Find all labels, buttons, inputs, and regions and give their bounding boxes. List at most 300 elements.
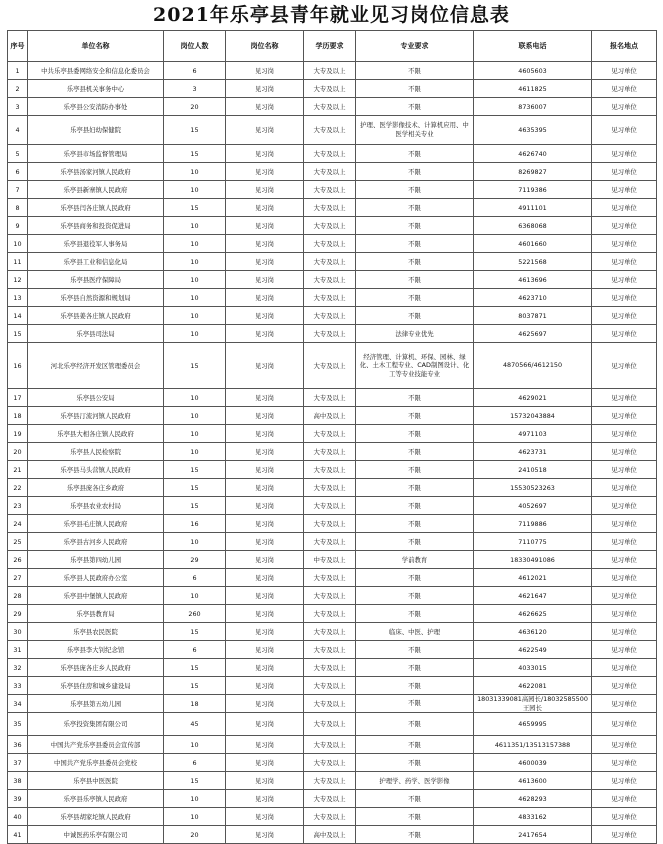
cell-unit-name: 乐亭县毛庄镇人民政府 bbox=[28, 515, 164, 533]
cell-education: 大专及以上 bbox=[304, 736, 356, 754]
cell-position-name: 见习岗 bbox=[226, 98, 304, 116]
cell-unit-name: 乐亭县人民政府办公室 bbox=[28, 569, 164, 587]
cell-index: 25 bbox=[8, 533, 28, 551]
cell-major: 不限 bbox=[356, 569, 474, 587]
cell-unit-name: 乐亭县李大钊纪念馆 bbox=[28, 641, 164, 659]
cell-major: 不限 bbox=[356, 407, 474, 425]
cell-position-name: 见习岗 bbox=[226, 605, 304, 623]
cell-position-name: 见习岗 bbox=[226, 145, 304, 163]
table-row bbox=[8, 641, 657, 659]
cell-location: 见习单位 bbox=[592, 695, 657, 713]
cell-index: 34 bbox=[8, 695, 28, 713]
table-row bbox=[8, 253, 657, 271]
cell-index: 35 bbox=[8, 713, 28, 736]
cell-phone: 4911101 bbox=[474, 199, 592, 217]
cell-position-name: 见习岗 bbox=[226, 307, 304, 325]
cell-unit-name: 乐亭县自然资源和规划局 bbox=[28, 289, 164, 307]
cell-position-name: 见习岗 bbox=[226, 551, 304, 569]
cell-position-name: 见习岗 bbox=[226, 62, 304, 80]
cell-position-name: 见习岗 bbox=[226, 181, 304, 199]
cell-phone: 4971103 bbox=[474, 425, 592, 443]
cell-phone: 4623710 bbox=[474, 289, 592, 307]
cell-unit-name: 河北乐亭经济开发区管理委员会 bbox=[28, 343, 164, 389]
table-row bbox=[8, 98, 657, 116]
cell-position-name: 见习岗 bbox=[226, 754, 304, 772]
cell-position-name: 见习岗 bbox=[226, 479, 304, 497]
cell-education: 大专及以上 bbox=[304, 145, 356, 163]
cell-location: 见习单位 bbox=[592, 587, 657, 605]
cell-index: 8 bbox=[8, 199, 28, 217]
cell-index: 1 bbox=[8, 62, 28, 80]
cell-index: 9 bbox=[8, 217, 28, 235]
cell-phone: 7119886 bbox=[474, 515, 592, 533]
table-row bbox=[8, 325, 657, 343]
cell-headcount: 10 bbox=[164, 808, 226, 826]
cell-position-name: 见习岗 bbox=[226, 425, 304, 443]
table-row bbox=[8, 826, 657, 844]
cell-headcount: 10 bbox=[164, 425, 226, 443]
table-row bbox=[8, 343, 657, 389]
cell-major: 不限 bbox=[356, 389, 474, 407]
cell-location: 见习单位 bbox=[592, 641, 657, 659]
cell-unit-name: 乐亭县姜各庄镇人民政府 bbox=[28, 307, 164, 325]
cell-education: 大专及以上 bbox=[304, 677, 356, 695]
cell-unit-name: 乐亭县汤家河镇人民政府 bbox=[28, 163, 164, 181]
table-row bbox=[8, 695, 657, 713]
cell-phone: 8037871 bbox=[474, 307, 592, 325]
cell-major: 不限 bbox=[356, 163, 474, 181]
cell-major: 不限 bbox=[356, 98, 474, 116]
cell-headcount: 10 bbox=[164, 181, 226, 199]
cell-phone: 4033015 bbox=[474, 659, 592, 677]
cell-position-name: 见习岗 bbox=[226, 497, 304, 515]
cell-location: 见习单位 bbox=[592, 479, 657, 497]
cell-phone: 18330491086 bbox=[474, 551, 592, 569]
cell-education: 大专及以上 bbox=[304, 289, 356, 307]
cell-location: 见习单位 bbox=[592, 605, 657, 623]
cell-index: 6 bbox=[8, 163, 28, 181]
cell-major: 护理、医学影像技术、计算机应用、中医学相关专业 bbox=[356, 116, 474, 145]
cell-unit-name: 乐亭投资集团有限公司 bbox=[28, 713, 164, 736]
cell-location: 见习单位 bbox=[592, 116, 657, 145]
cell-index: 39 bbox=[8, 790, 28, 808]
cell-position-name: 见习岗 bbox=[226, 623, 304, 641]
cell-phone: 4622081 bbox=[474, 677, 592, 695]
cell-phone: 4659995 bbox=[474, 713, 592, 736]
cell-phone: 4625697 bbox=[474, 325, 592, 343]
cell-location: 见习单位 bbox=[592, 343, 657, 389]
cell-headcount: 15 bbox=[164, 772, 226, 790]
cell-phone: 4623731 bbox=[474, 443, 592, 461]
cell-position-name: 见习岗 bbox=[226, 790, 304, 808]
cell-location: 见习单位 bbox=[592, 772, 657, 790]
cell-position-name: 见习岗 bbox=[226, 695, 304, 713]
cell-education: 大专及以上 bbox=[304, 425, 356, 443]
cell-headcount: 18 bbox=[164, 695, 226, 713]
cell-major: 不限 bbox=[356, 253, 474, 271]
table-row bbox=[8, 659, 657, 677]
table-row bbox=[8, 289, 657, 307]
cell-major: 学前教育 bbox=[356, 551, 474, 569]
cell-location: 见习单位 bbox=[592, 289, 657, 307]
cell-location: 见习单位 bbox=[592, 551, 657, 569]
cell-education: 大专及以上 bbox=[304, 181, 356, 199]
cell-major: 护理学、药学、医学影像 bbox=[356, 772, 474, 790]
cell-education: 大专及以上 bbox=[304, 808, 356, 826]
cell-major: 不限 bbox=[356, 605, 474, 623]
cell-index: 29 bbox=[8, 605, 28, 623]
cell-phone: 15530523263 bbox=[474, 479, 592, 497]
cell-index: 2 bbox=[8, 80, 28, 98]
cell-headcount: 15 bbox=[164, 659, 226, 677]
cell-major: 不限 bbox=[356, 713, 474, 736]
cell-position-name: 见习岗 bbox=[226, 808, 304, 826]
cell-education: 大专及以上 bbox=[304, 443, 356, 461]
cell-unit-name: 乐亭县公安局 bbox=[28, 389, 164, 407]
cell-education: 大专及以上 bbox=[304, 659, 356, 677]
cell-headcount: 10 bbox=[164, 271, 226, 289]
cell-unit-name: 乐亭县庞各庄乡人民政府 bbox=[28, 659, 164, 677]
table-row bbox=[8, 181, 657, 199]
cell-position-name: 见习岗 bbox=[226, 289, 304, 307]
cell-education: 大专及以上 bbox=[304, 307, 356, 325]
cell-unit-name: 乐亭县马头营镇人民政府 bbox=[28, 461, 164, 479]
cell-location: 见习单位 bbox=[592, 217, 657, 235]
cell-index: 23 bbox=[8, 497, 28, 515]
cell-unit-name: 乐亭县机关事务中心 bbox=[28, 80, 164, 98]
cell-position-name: 见习岗 bbox=[226, 713, 304, 736]
cell-education: 大专及以上 bbox=[304, 271, 356, 289]
table-row bbox=[8, 235, 657, 253]
cell-major: 不限 bbox=[356, 641, 474, 659]
cell-major: 不限 bbox=[356, 479, 474, 497]
cell-education: 大专及以上 bbox=[304, 235, 356, 253]
cell-unit-name: 乐亭县司法局 bbox=[28, 325, 164, 343]
cell-index: 33 bbox=[8, 677, 28, 695]
table-row bbox=[8, 497, 657, 515]
cell-location: 见习单位 bbox=[592, 389, 657, 407]
cell-headcount: 10 bbox=[164, 253, 226, 271]
cell-index: 24 bbox=[8, 515, 28, 533]
cell-location: 见习单位 bbox=[592, 461, 657, 479]
table-row bbox=[8, 605, 657, 623]
cell-location: 见习单位 bbox=[592, 80, 657, 98]
cell-index: 15 bbox=[8, 325, 28, 343]
table-row bbox=[8, 623, 657, 641]
cell-headcount: 260 bbox=[164, 605, 226, 623]
table-row bbox=[8, 533, 657, 551]
table-row bbox=[8, 808, 657, 826]
cell-major: 不限 bbox=[356, 289, 474, 307]
table-row bbox=[8, 116, 657, 145]
header-position-name: 岗位名称 bbox=[226, 31, 304, 62]
table-row bbox=[8, 425, 657, 443]
cell-headcount: 10 bbox=[164, 389, 226, 407]
cell-phone: 4622549 bbox=[474, 641, 592, 659]
cell-education: 大专及以上 bbox=[304, 587, 356, 605]
table-row bbox=[8, 407, 657, 425]
cell-headcount: 6 bbox=[164, 62, 226, 80]
cell-unit-name: 乐亭县闫各庄镇人民政府 bbox=[28, 199, 164, 217]
header-unit-name: 单位名称 bbox=[28, 31, 164, 62]
cell-major: 不限 bbox=[356, 533, 474, 551]
cell-position-name: 见习岗 bbox=[226, 677, 304, 695]
cell-index: 32 bbox=[8, 659, 28, 677]
cell-major: 不限 bbox=[356, 677, 474, 695]
cell-education: 大专及以上 bbox=[304, 461, 356, 479]
cell-position-name: 见习岗 bbox=[226, 659, 304, 677]
cell-major: 不限 bbox=[356, 80, 474, 98]
table-body bbox=[8, 62, 657, 844]
table-row bbox=[8, 163, 657, 181]
cell-position-name: 见习岗 bbox=[226, 461, 304, 479]
cell-position-name: 见习岗 bbox=[226, 217, 304, 235]
cell-headcount: 15 bbox=[164, 497, 226, 515]
cell-phone: 4611351/13513157388 bbox=[474, 736, 592, 754]
cell-major: 不限 bbox=[356, 736, 474, 754]
cell-major: 不限 bbox=[356, 695, 474, 713]
cell-location: 见习单位 bbox=[592, 754, 657, 772]
cell-headcount: 6 bbox=[164, 754, 226, 772]
cell-headcount: 15 bbox=[164, 199, 226, 217]
cell-major: 不限 bbox=[356, 62, 474, 80]
cell-index: 20 bbox=[8, 443, 28, 461]
cell-education: 大专及以上 bbox=[304, 497, 356, 515]
cell-index: 37 bbox=[8, 754, 28, 772]
cell-position-name: 见习岗 bbox=[226, 199, 304, 217]
cell-location: 见习单位 bbox=[592, 443, 657, 461]
cell-unit-name: 乐亭县妇幼保健院 bbox=[28, 116, 164, 145]
cell-education: 大专及以上 bbox=[304, 217, 356, 235]
cell-phone: 4833162 bbox=[474, 808, 592, 826]
table-row bbox=[8, 551, 657, 569]
cell-education: 高中及以上 bbox=[304, 407, 356, 425]
cell-position-name: 见习岗 bbox=[226, 325, 304, 343]
cell-headcount: 15 bbox=[164, 479, 226, 497]
cell-education: 大专及以上 bbox=[304, 253, 356, 271]
table-row bbox=[8, 713, 657, 736]
cell-phone: 5221568 bbox=[474, 253, 592, 271]
cell-unit-name: 乐亭县住房和城乡建设局 bbox=[28, 677, 164, 695]
cell-major: 不限 bbox=[356, 145, 474, 163]
cell-location: 见习单位 bbox=[592, 253, 657, 271]
cell-education: 大专及以上 bbox=[304, 641, 356, 659]
cell-location: 见习单位 bbox=[592, 235, 657, 253]
cell-education: 大专及以上 bbox=[304, 695, 356, 713]
cell-education: 大专及以上 bbox=[304, 199, 356, 217]
header-major: 专业要求 bbox=[356, 31, 474, 62]
table-row bbox=[8, 479, 657, 497]
cell-index: 22 bbox=[8, 479, 28, 497]
cell-major: 法律专业优先 bbox=[356, 325, 474, 343]
header-education: 学历要求 bbox=[304, 31, 356, 62]
cell-headcount: 10 bbox=[164, 443, 226, 461]
cell-education: 大专及以上 bbox=[304, 325, 356, 343]
cell-index: 28 bbox=[8, 587, 28, 605]
table-row bbox=[8, 62, 657, 80]
cell-index: 27 bbox=[8, 569, 28, 587]
cell-position-name: 见习岗 bbox=[226, 736, 304, 754]
cell-major: 不限 bbox=[356, 754, 474, 772]
cell-headcount: 20 bbox=[164, 98, 226, 116]
cell-phone: 4628293 bbox=[474, 790, 592, 808]
table-row bbox=[8, 790, 657, 808]
cell-phone: 4613696 bbox=[474, 271, 592, 289]
cell-position-name: 见习岗 bbox=[226, 533, 304, 551]
cell-unit-name: 乐亭县农民医院 bbox=[28, 623, 164, 641]
cell-unit-name: 乐亭县公安消防办事处 bbox=[28, 98, 164, 116]
table-row bbox=[8, 461, 657, 479]
table-row bbox=[8, 515, 657, 533]
cell-education: 大专及以上 bbox=[304, 62, 356, 80]
cell-index: 4 bbox=[8, 116, 28, 145]
cell-major: 不限 bbox=[356, 307, 474, 325]
cell-major: 不限 bbox=[356, 199, 474, 217]
cell-location: 见习单位 bbox=[592, 533, 657, 551]
cell-headcount: 15 bbox=[164, 145, 226, 163]
cell-location: 见习单位 bbox=[592, 659, 657, 677]
cell-index: 13 bbox=[8, 289, 28, 307]
cell-unit-name: 乐亭县新寨镇人民政府 bbox=[28, 181, 164, 199]
header-index: 序号 bbox=[8, 31, 28, 62]
cell-position-name: 见习岗 bbox=[226, 587, 304, 605]
cell-position-name: 见习岗 bbox=[226, 443, 304, 461]
cell-unit-name: 乐亭县商务和投资促进局 bbox=[28, 217, 164, 235]
cell-major: 不限 bbox=[356, 271, 474, 289]
table-row bbox=[8, 199, 657, 217]
cell-index: 19 bbox=[8, 425, 28, 443]
cell-position-name: 见习岗 bbox=[226, 253, 304, 271]
cell-index: 5 bbox=[8, 145, 28, 163]
cell-position-name: 见习岗 bbox=[226, 389, 304, 407]
cell-headcount: 10 bbox=[164, 217, 226, 235]
cell-index: 17 bbox=[8, 389, 28, 407]
cell-unit-name: 乐亭县大相各庄镇人民政府 bbox=[28, 425, 164, 443]
cell-location: 见习单位 bbox=[592, 677, 657, 695]
cell-index: 21 bbox=[8, 461, 28, 479]
cell-headcount: 10 bbox=[164, 163, 226, 181]
cell-index: 12 bbox=[8, 271, 28, 289]
cell-phone: 4612021 bbox=[474, 569, 592, 587]
page-title: 2021年乐亭县青年就业见习岗位信息表 bbox=[153, 4, 510, 26]
cell-headcount: 15 bbox=[164, 623, 226, 641]
cell-major: 不限 bbox=[356, 235, 474, 253]
cell-unit-name: 乐亭县农业农村局 bbox=[28, 497, 164, 515]
cell-major: 不限 bbox=[356, 808, 474, 826]
cell-location: 见习单位 bbox=[592, 623, 657, 641]
cell-index: 3 bbox=[8, 98, 28, 116]
cell-education: 大专及以上 bbox=[304, 515, 356, 533]
cell-headcount: 10 bbox=[164, 307, 226, 325]
cell-education: 大专及以上 bbox=[304, 80, 356, 98]
cell-position-name: 见习岗 bbox=[226, 772, 304, 790]
cell-location: 见习单位 bbox=[592, 181, 657, 199]
cell-major: 不限 bbox=[356, 587, 474, 605]
cell-headcount: 10 bbox=[164, 736, 226, 754]
cell-phone: 4611825 bbox=[474, 80, 592, 98]
cell-headcount: 15 bbox=[164, 461, 226, 479]
table-row bbox=[8, 307, 657, 325]
table-row bbox=[8, 677, 657, 695]
table-row bbox=[8, 389, 657, 407]
cell-phone: 4613600 bbox=[474, 772, 592, 790]
cell-headcount: 10 bbox=[164, 325, 226, 343]
cell-phone: 8736007 bbox=[474, 98, 592, 116]
cell-headcount: 29 bbox=[164, 551, 226, 569]
cell-position-name: 见习岗 bbox=[226, 826, 304, 844]
cell-position-name: 见习岗 bbox=[226, 641, 304, 659]
header-location: 报名地点 bbox=[592, 31, 657, 62]
cell-location: 见习单位 bbox=[592, 736, 657, 754]
table-row bbox=[8, 754, 657, 772]
cell-unit-name: 乐亭县古河乡人民政府 bbox=[28, 533, 164, 551]
cell-location: 见习单位 bbox=[592, 790, 657, 808]
table-row bbox=[8, 80, 657, 98]
cell-position-name: 见习岗 bbox=[226, 80, 304, 98]
cell-phone: 7119386 bbox=[474, 181, 592, 199]
cell-location: 见习单位 bbox=[592, 407, 657, 425]
table-row bbox=[8, 569, 657, 587]
cell-phone: 4635395 bbox=[474, 116, 592, 145]
cell-headcount: 10 bbox=[164, 235, 226, 253]
cell-unit-name: 乐亭县中医医院 bbox=[28, 772, 164, 790]
cell-index: 18 bbox=[8, 407, 28, 425]
cell-index: 38 bbox=[8, 772, 28, 790]
cell-index: 41 bbox=[8, 826, 28, 844]
cell-major: 不限 bbox=[356, 497, 474, 515]
cell-location: 见习单位 bbox=[592, 713, 657, 736]
table-row bbox=[8, 217, 657, 235]
cell-index: 30 bbox=[8, 623, 28, 641]
cell-phone: 4629021 bbox=[474, 389, 592, 407]
cell-unit-name: 乐亭县工业和信息化局 bbox=[28, 253, 164, 271]
cell-location: 见习单位 bbox=[592, 425, 657, 443]
cell-unit-name: 乐亭县人民检察院 bbox=[28, 443, 164, 461]
cell-education: 大专及以上 bbox=[304, 754, 356, 772]
cell-index: 26 bbox=[8, 551, 28, 569]
cell-unit-name: 乐亭县第五幼儿园 bbox=[28, 695, 164, 713]
cell-headcount: 10 bbox=[164, 587, 226, 605]
cell-unit-name: 乐亭县教育局 bbox=[28, 605, 164, 623]
cell-major: 不限 bbox=[356, 790, 474, 808]
cell-unit-name: 乐亭县退役军人事务局 bbox=[28, 235, 164, 253]
cell-headcount: 10 bbox=[164, 533, 226, 551]
cell-unit-name: 乐亭县汀流河镇人民政府 bbox=[28, 407, 164, 425]
cell-education: 大专及以上 bbox=[304, 605, 356, 623]
cell-headcount: 6 bbox=[164, 569, 226, 587]
cell-unit-name: 乐亭县胡家坨镇人民政府 bbox=[28, 808, 164, 826]
cell-position-name: 见习岗 bbox=[226, 343, 304, 389]
cell-phone: 4052697 bbox=[474, 497, 592, 515]
cell-education: 高中及以上 bbox=[304, 826, 356, 844]
cell-major: 不限 bbox=[356, 181, 474, 199]
cell-index: 16 bbox=[8, 343, 28, 389]
cell-education: 大专及以上 bbox=[304, 713, 356, 736]
cell-headcount: 10 bbox=[164, 289, 226, 307]
cell-location: 见习单位 bbox=[592, 808, 657, 826]
cell-education: 大专及以上 bbox=[304, 623, 356, 641]
cell-education: 大专及以上 bbox=[304, 533, 356, 551]
cell-major: 不限 bbox=[356, 826, 474, 844]
header-headcount: 岗位人数 bbox=[164, 31, 226, 62]
cell-phone: 4626625 bbox=[474, 605, 592, 623]
cell-unit-name: 中国共产党乐亭县委员会党校 bbox=[28, 754, 164, 772]
cell-education: 大专及以上 bbox=[304, 116, 356, 145]
cell-index: 40 bbox=[8, 808, 28, 826]
cell-headcount: 15 bbox=[164, 116, 226, 145]
cell-position-name: 见习岗 bbox=[226, 407, 304, 425]
cell-phone: 15732043884 bbox=[474, 407, 592, 425]
